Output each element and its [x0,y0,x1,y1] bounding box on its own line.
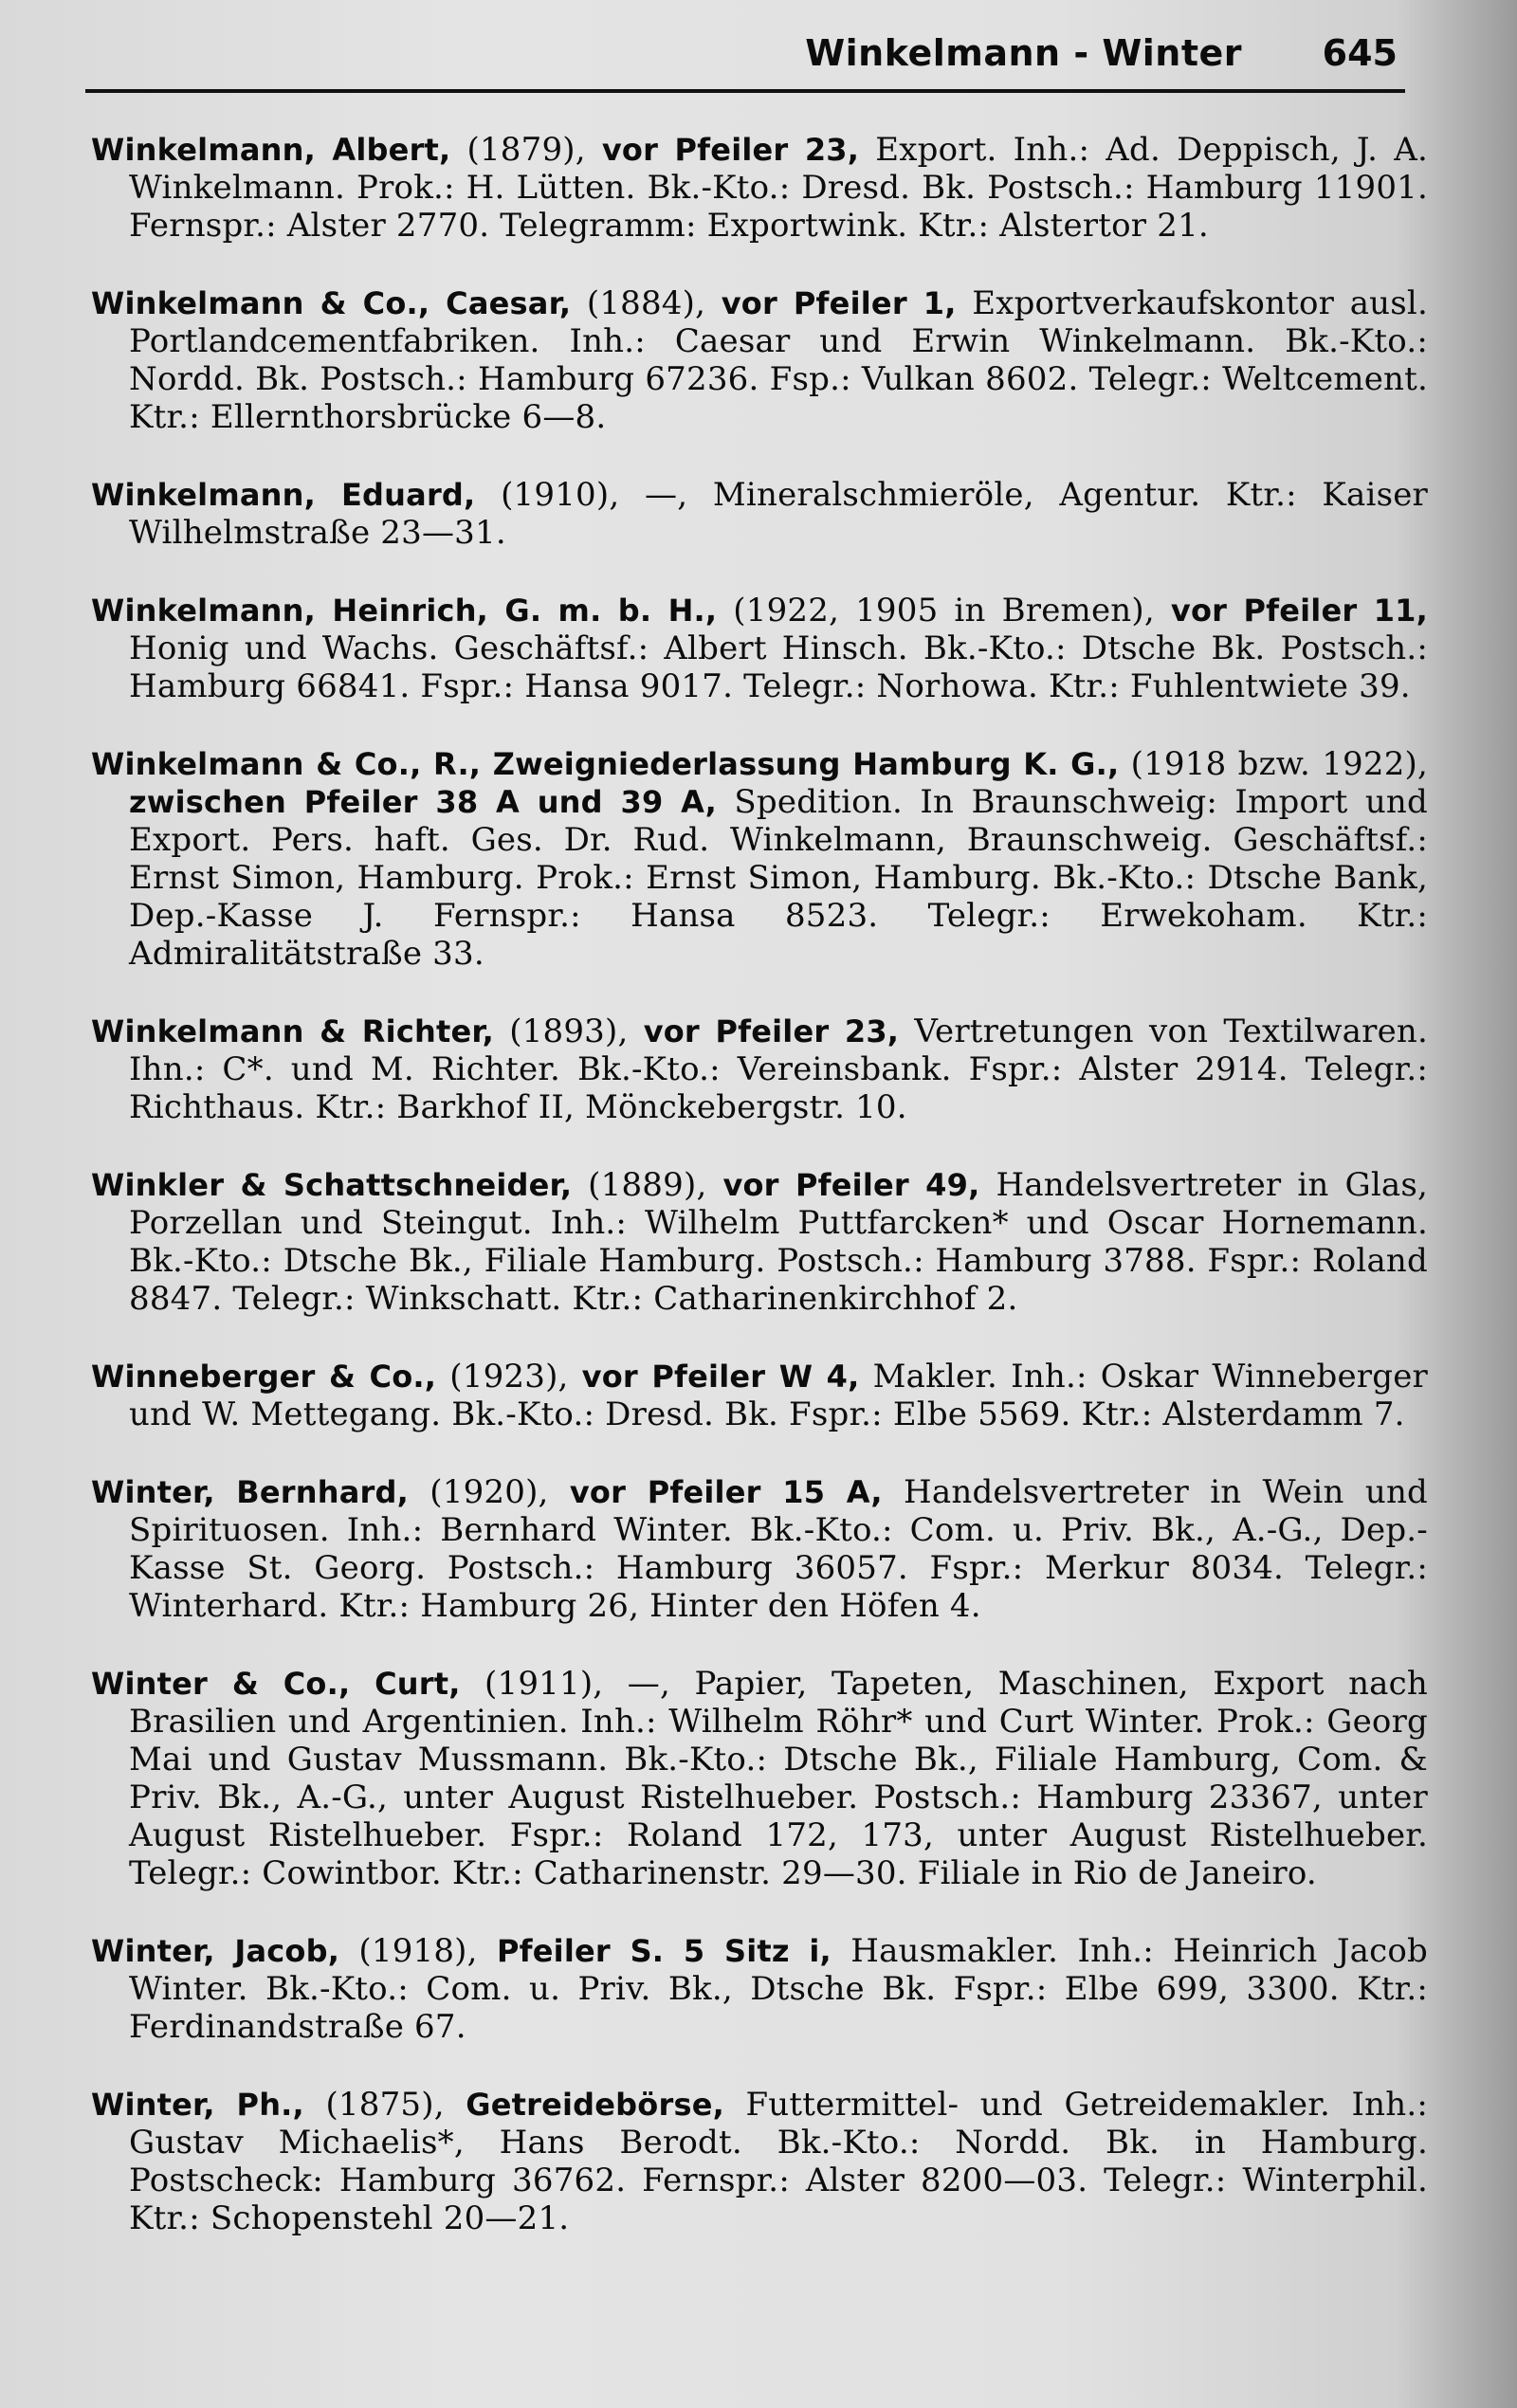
running-header [85,32,1405,93]
entry-name: Winter, Jacob, [91,1933,340,1969]
entry-body: Handelsvertreter in Glas, Porzellan und Steingut. Inh.: Wilhelm Puttfarcken* und Oscar Hornemann. Bk.-Kto.: Dtsche Bk., Filiale Hamburg. Postsch.: Hamburg 3788. Fspr.: Roland 8847. Telegr.: Winkschatt. Ktr.: Catharinenkirchhof 2. [129,1166,1429,1318]
entry-body: Honig und Wachs. Geschäftsf.: Albert Hinsch. Bk.-Kto.: Dtsche Bk. Postsch.: Hamburg 66841. Fspr.: Hansa 9017. Telegr.: Norhowa. Ktr.: Fuhlentwiete 39. [129,629,1428,705]
directory-entry [91,476,1428,552]
entry-body: Exportverkaufskontor ausl. Portlandcementfabriken. Inh.: Caesar und Erwin Winkelmann. Bk.-Kto.: Nordd. Bk. Postsch.: Hamburg 67236. Fsp.: Vulkan 8602. Telegr.: Weltcement. Ktr.: Ellernthorsbrücke 6—8. [129,284,1428,436]
entry-name: Winkelmann & Co., Caesar, [91,285,572,321]
entry-year: (1889), [572,1166,723,1204]
entry-body: Vertretungen von Textilwaren. Ihn.: C*. und M. Richter. Bk.-Kto.: Vereinsbank. Fspr.: Alster 2914. Telegr.: Richthaus. Ktr.: Barkhof II, Mönckebergstr. 10. [129,1012,1429,1126]
directory-entry [91,1473,1428,1625]
entry-location: zwischen Pfeiler 38 A und 39 A, [129,784,718,820]
directory-entry [91,1166,1428,1318]
entry-name: Winkelmann, Heinrich, G. m. b. H., [91,593,718,629]
entry-location: Pfeiler S. 5 Sitz i, [497,1933,832,1969]
entry-location: vor Pfeiler 11, [1170,593,1428,629]
entry-name: Winter, Ph., [91,2087,304,2123]
entry-body: Spedition. In Braunschweig: Import und Export. Pers. haft. Ges. Dr. Rud. Winkelmann, Braunschweig. Geschäftsf.: Ernst Simon, Hamburg. Prok.: Ernst Simon, Hamburg. Bk.-Kto.: Dtsche Bank, Dep.-Kasse J. Fernspr.: Hansa 8523. Telegr.: Erwekoham. Ktr.: Admiralitätstraße 33. [129,783,1428,973]
entry-name: Winkelmann, Eduard, [91,477,476,513]
entry-location: vor Pfeiler 49, [722,1167,980,1203]
entry-year: (1879), [450,131,602,169]
entry-year: (1911), [460,1665,628,1703]
entry-year: (1893), [494,1012,644,1050]
entry-year: (1884), [571,284,722,322]
entry-year: (1918 bzw. 1922), [1119,745,1429,783]
entry-year: (1920), [409,1473,570,1511]
directory-entry [91,1932,1428,2046]
entry-body: —, Mineralschmieröle, Agentur. Ktr.: Kaiser Wilhelmstraße 23—31. [129,476,1428,552]
entry-location: vor Pfeiler 15 A, [569,1474,883,1510]
entry-location: vor Pfeiler 23, [643,1013,900,1049]
entry-location: vor Pfeiler 23, [601,132,860,168]
directory-entry [91,1358,1428,1433]
entry-year: (1923), [436,1358,582,1396]
entry-name: Winter & Co., Curt, [91,1666,461,1702]
entry-year: (1918), [339,1932,497,1970]
entry-body: Futtermittel- und Getreidemakler. Inh.: Gustav Michaelis*, Hans Berodt. Bk.-Kto.: Nordd. Bk. in Hamburg. Postscheck: Hamburg 36762. Fernspr.: Alster 8200—03. Telegr.: Winterphil. Ktr.: Schopenstehl 20—21. [129,2086,1428,2237]
directory-entry [91,1665,1428,1892]
header-names: Winkelmann - Winter [805,32,1242,74]
entry-name: Winneberger & Co., [91,1359,437,1395]
directory-entry [91,745,1428,973]
entry-name: Winter, Bernhard, [91,1474,409,1510]
entry-location: Getreidebörse, [466,2087,724,2123]
entry-list [91,131,1428,2277]
entry-body: —, Papier, Tapeten, Maschinen, Export nach Brasilien und Argentinien. Inh.: Wilhelm Röhr* und Curt Winter. Prok.: Georg Mai und Gustav Mussmann. Bk.-Kto.: Dtsche Bk., Filiale Hamburg, Com. & Priv. Bk., A.-G., unter August Ristelhueber. Postsch.: Hamburg 23367, unter August Ristelhueber. Fspr.: Roland 172, 173, unter August Ristelhueber. Telegr.: Cowintbor. Ktr.: Catharinenstr. 29—30. Filiale in Rio de Janeiro. [129,1665,1428,1892]
entry-body: Makler. Inh.: Oskar Winneberger und W. Mettegang. Bk.-Kto.: Dresd. Bk. Fspr.: Elbe 5569. Ktr.: Alsterdamm 7. [129,1358,1428,1433]
entry-year: (1910), [475,476,646,514]
page-number: 645 [1322,32,1398,74]
entry-name: Winkelmann & Co., R., Zweigniederlassung Hamburg K. G., [91,746,1120,782]
entry-location: vor Pfeiler W 4, [581,1359,860,1395]
entry-body: Export. Inh.: Ad. Deppisch, J. A. Winkelmann. Prok.: H. Lütten. Bk.-Kto.: Dresd. Bk. Postsch.: Hamburg 11901. Fernspr.: Alster 2770. Telegramm: Exportwink. Ktr.: Alstertor 21. [129,131,1428,245]
entry-name: Winkelmann, Albert, [91,132,451,168]
directory-entry [91,1012,1428,1126]
entry-name: Winkler & Schattschneider, [91,1167,573,1203]
entry-body: Handelsvertreter in Wein und Spirituosen. Inh.: Bernhard Winter. Bk.-Kto.: Com. u. Priv. Bk., A.-G., Dep.-Kasse St. Georg. Postsch.: Hamburg 36057. Fspr.: Merkur 8034. Telegr.: Winterhard. Ktr.: Hamburg 26, Hinter den Höfen 4. [129,1473,1429,1625]
entry-location: vor Pfeiler 1, [721,285,957,321]
entry-year: (1922, 1905 in Bremen), [717,592,1171,629]
entry-body: Hausmakler. Inh.: Heinrich Jacob Winter. Bk.-Kto.: Com. u. Priv. Bk., Dtsche Bk. Fspr.: Elbe 699, 3300. Ktr.: Ferdinandstraße 67. [129,1932,1428,2046]
directory-entry [91,284,1428,436]
entry-year: (1875), [303,2086,466,2124]
directory-entry [91,592,1428,705]
entry-name: Winkelmann & Richter, [91,1013,495,1049]
directory-entry [91,2086,1428,2237]
directory-entry [91,131,1428,245]
